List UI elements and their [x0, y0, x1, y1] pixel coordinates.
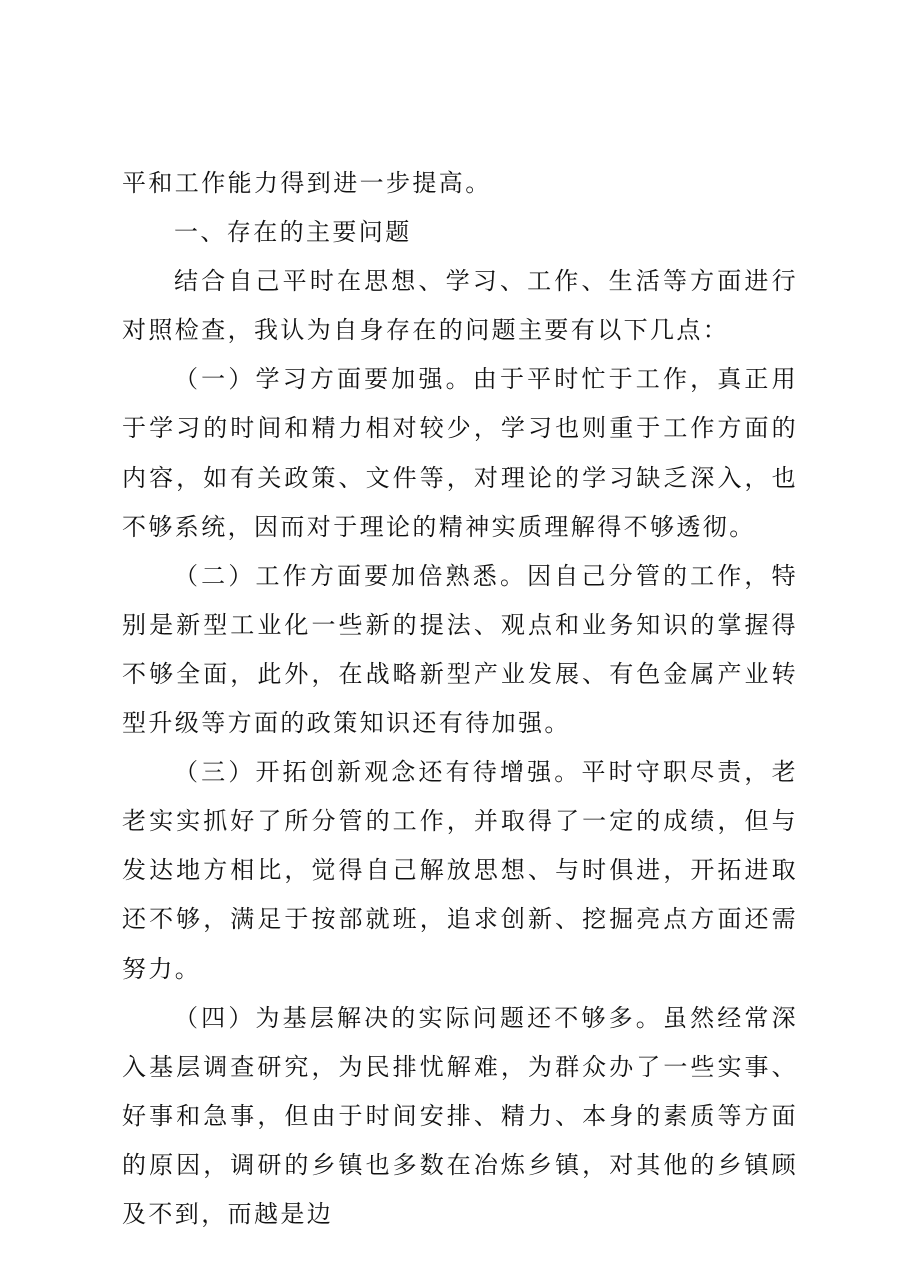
paragraph-item-1: （一）学习方面要加强。由于平时忙于工作，真正用于学习的时间和精力相对较少，学习也则重于工作方面的内容，如有关政策、文件等，对理论的学习缺乏深入，也不够系统，因而对于理论的精神实质理解得不够透彻。 [122, 365, 798, 541]
section-heading: 一、存在的主要问题 [174, 218, 412, 247]
paragraph-item-2: （二）工作方面要加倍熟悉。因自己分管的工作，特别是新型工业化一些新的提法、观点和业务知识的掌握得不够全面，此外，在战略新型产业发展、有色金属产业转型升级等方面的政策知识还有待加强。 [122, 561, 798, 738]
paragraph-continuation: 平和工作能力得到进一步提高。 [122, 169, 492, 197]
paragraph-item-4: （四）为基层解决的实际问题还不够多。虽然经常深入基层调查研究，为民排忧解难，为群众办了一些实事、好事和急事，但由于时间安排、精力、本身的素质等方面的原因，调研的乡镇也多数在冶炼乡镇，对其他的乡镇顾及不到，而越是边 [122, 1003, 798, 1228]
paragraph-intro: 结合自己平时在思想、学习、工作、生活等方面进行对照检查，我认为自身存在的问题主要有以下几点： [122, 267, 798, 345]
document-body [122, 159, 798, 1239]
paragraph-item-3: （三）开拓创新观念还有待增强。平时守职尽责，老老实实抓好了所分管的工作，并取得了一定的成绩，但与发达地方相比，觉得自己解放思想、与时俱进，开拓进取还不够，满足于按部就班，追求创新、挖掘亮点方面还需努力。 [122, 758, 798, 983]
